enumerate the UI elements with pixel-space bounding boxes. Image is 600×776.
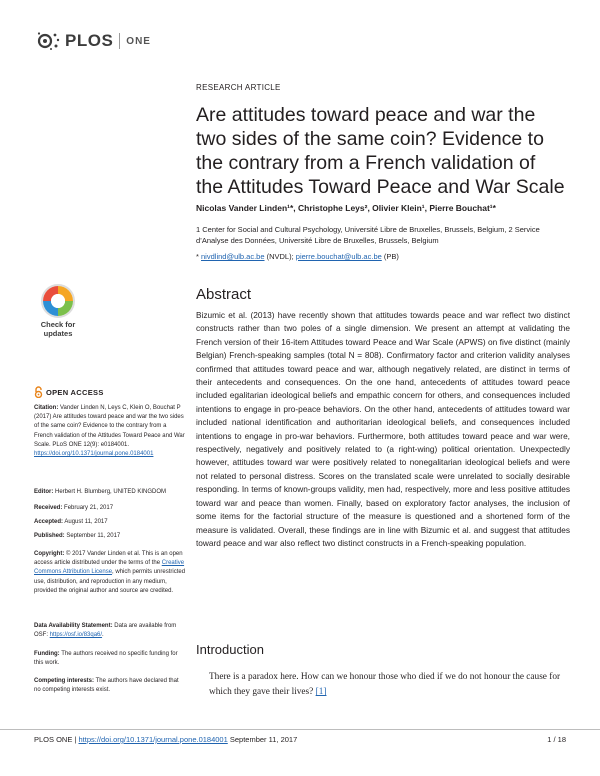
logo-divider [119,33,120,49]
logo-text: PLOS [65,31,114,50]
funding-label: Funding: [34,651,60,657]
osf-link[interactable]: https://osf.io/83qa6/ [49,632,103,639]
published-date [34,532,186,541]
email-link-2[interactable]: pierre.bouchat@ulb.ac.be [295,252,382,261]
editor-block [34,488,186,497]
author-list: Nicolas Vander Linden¹*, Christophe Leys², Olivier Klein¹, Pierre Bouchat¹* [196,203,496,213]
affiliations [196,224,576,246]
editor-label: Editor: [34,489,54,495]
abstract-heading: Abstract [196,286,252,303]
check-for-updates-button[interactable] [34,281,82,347]
competing-interests-label: Competing interests: [34,678,95,684]
accepted-date [34,518,186,527]
received-value: February 21, 2017 [62,505,114,511]
accepted-label: Accepted: [34,519,64,525]
received-label: Received: [34,505,63,511]
reference-link[interactable]: [1] [315,687,327,697]
page-footer [34,735,566,744]
license-link[interactable]: Creative Commons Attribution License [34,560,185,576]
corresponding-authors [196,252,576,261]
affiliation-line-2: d’Analyse des Données, Université Libre de Bruxelles, Brussels, Belgium [196,236,439,245]
footer-divider [0,729,600,730]
citation-label: Citation: [34,405,59,411]
published-value: September 11, 2017 [64,533,121,539]
abstract-body: Bizumic et al. (2013) have recently shown that attitudes towards peace and war reflect two distinct constructs rather than two poles of a single dimension. We present an attempt at validating the French version of their 16-item Attitudes toward Peace and War Scale (APWS) on five distinct (mainly Belgian) French-speaking samples (total N = 808). Confirmatory factor and criterion validity analyses confirmed that attitudes toward peace and war, although negatively related, are distinct in terms of their antecedents and consequences. On the one hand, antecedents of attitudes toward peace included egalitarian ideological beliefs and empathic concern for others, and consequences included intentions to engage in pro-peace behaviors. On the other hand, antecedents of attitudes toward war included national identification and authoritarian ideological beliefs, and consequences included intentions to engage in pro-war behaviors. Furthermore, both attitudes toward peace and war were, respectively, negatively and positively related to (a right-wing) political orientation. Unexpectedly however, attitudes toward war were positively related to nonegalitarian ideological beliefs and were not related to personal distress. Scores on the translated scale were unrelated to socially desirable responding. In terms of known-groups validity, men had, respectively, more and less positive attitudes toward war and peace than women. Finally, based on exploratory factor analyses, the inclusion of some items for the factorial structure of the measure is questioned and a shortened form of the measure is validated. Overall, these findings are in line with Bizumic et al. and suggest that attitudes toward peace and war also reflect two distinct constructs in a French-speaking population. [196,310,570,548]
contact-mid: (NVDL); [264,252,296,261]
footer-date: September 11, 2017 [227,735,298,744]
data-availability-text: Data are available from OSF: [34,623,177,639]
introduction-quote [209,670,569,700]
citation-doi-link[interactable]: https://doi.org/10.1371/journal.pone.0184001 [34,451,154,458]
citation-text: Vander Linden N, Leys C, Klein O, Bouchat P (2017) Are attitudes toward peace and war the two sides of the same coin? Evidence to the contrary from a French validation of the Attitudes Toward Peace and War Scale. PLoS ONE 12(9): e0184001. [34,405,185,448]
funding-text: The authors received no specific funding for this work. [34,651,178,667]
article-title: Are attitudes toward peace and war the two sides of the same coin? Evidence to the contrary from a French validation of the Attitudes Toward Peace and War Scale [196,104,565,198]
contact-suffix: (PB) [381,252,399,261]
page-number: 1 / 18 [547,735,566,744]
accepted-value: August 11, 2017 [63,519,108,525]
competing-interests-text: The authors have declared that no competing interests exist. [34,678,179,694]
editor-name: Herbert H. Blumberg, UNITED KINGDOM [53,489,167,495]
data-availability-label: Data Availability Statement: [34,623,113,629]
published-label: Published: [34,533,65,539]
check-for-updates-icon [40,283,76,319]
open-lock-icon [34,386,43,398]
funding-block [34,650,186,668]
check-for-updates-label: Check for updates [40,320,76,338]
footer-journal: PLOS ONE [34,735,73,744]
footer-doi-link[interactable]: https://doi.org/10.1371/journal.pone.0184001 [78,735,228,744]
copyright-text: © 2017 Vander Linden et al. This is an open access article distributed under the terms of the [34,551,183,567]
footer-separator: | [72,735,79,744]
competing-interests-block [34,677,186,695]
article-type: RESEARCH ARTICLE [196,83,281,92]
email-link-1[interactable]: nivdlind@ulb.ac.be [201,252,265,261]
open-access-label: OPEN ACCESS [46,387,104,397]
data-availability-end: . [102,632,104,639]
footer-citation [34,735,547,744]
plos-logo-icon [36,31,62,51]
plos-logo[interactable] [36,30,151,52]
introduction-heading: Introduction [196,642,264,657]
open-access-badge [34,386,104,398]
copyright-label: Copyright: [34,551,65,557]
citation-block [34,404,186,459]
quote-text: There is a paradox here. How can we honour those who died if we do not honour the cause for which they gave their lives? [209,672,561,697]
affiliation-line-1: 1 Center for Social and Cultural Psychology, Université Libre de Bruxelles, Brussels, Belgium, 2 Service [196,225,540,234]
journal-name: ONE [126,35,151,47]
data-availability-block [34,622,186,640]
copyright-block [34,550,186,596]
contact-prefix: * [196,252,202,261]
copyright-text-end: , which permits unrestricted use, distribution, and reproduction in any medium, provided the original author and source are credited. [34,569,186,594]
received-date [34,504,186,513]
